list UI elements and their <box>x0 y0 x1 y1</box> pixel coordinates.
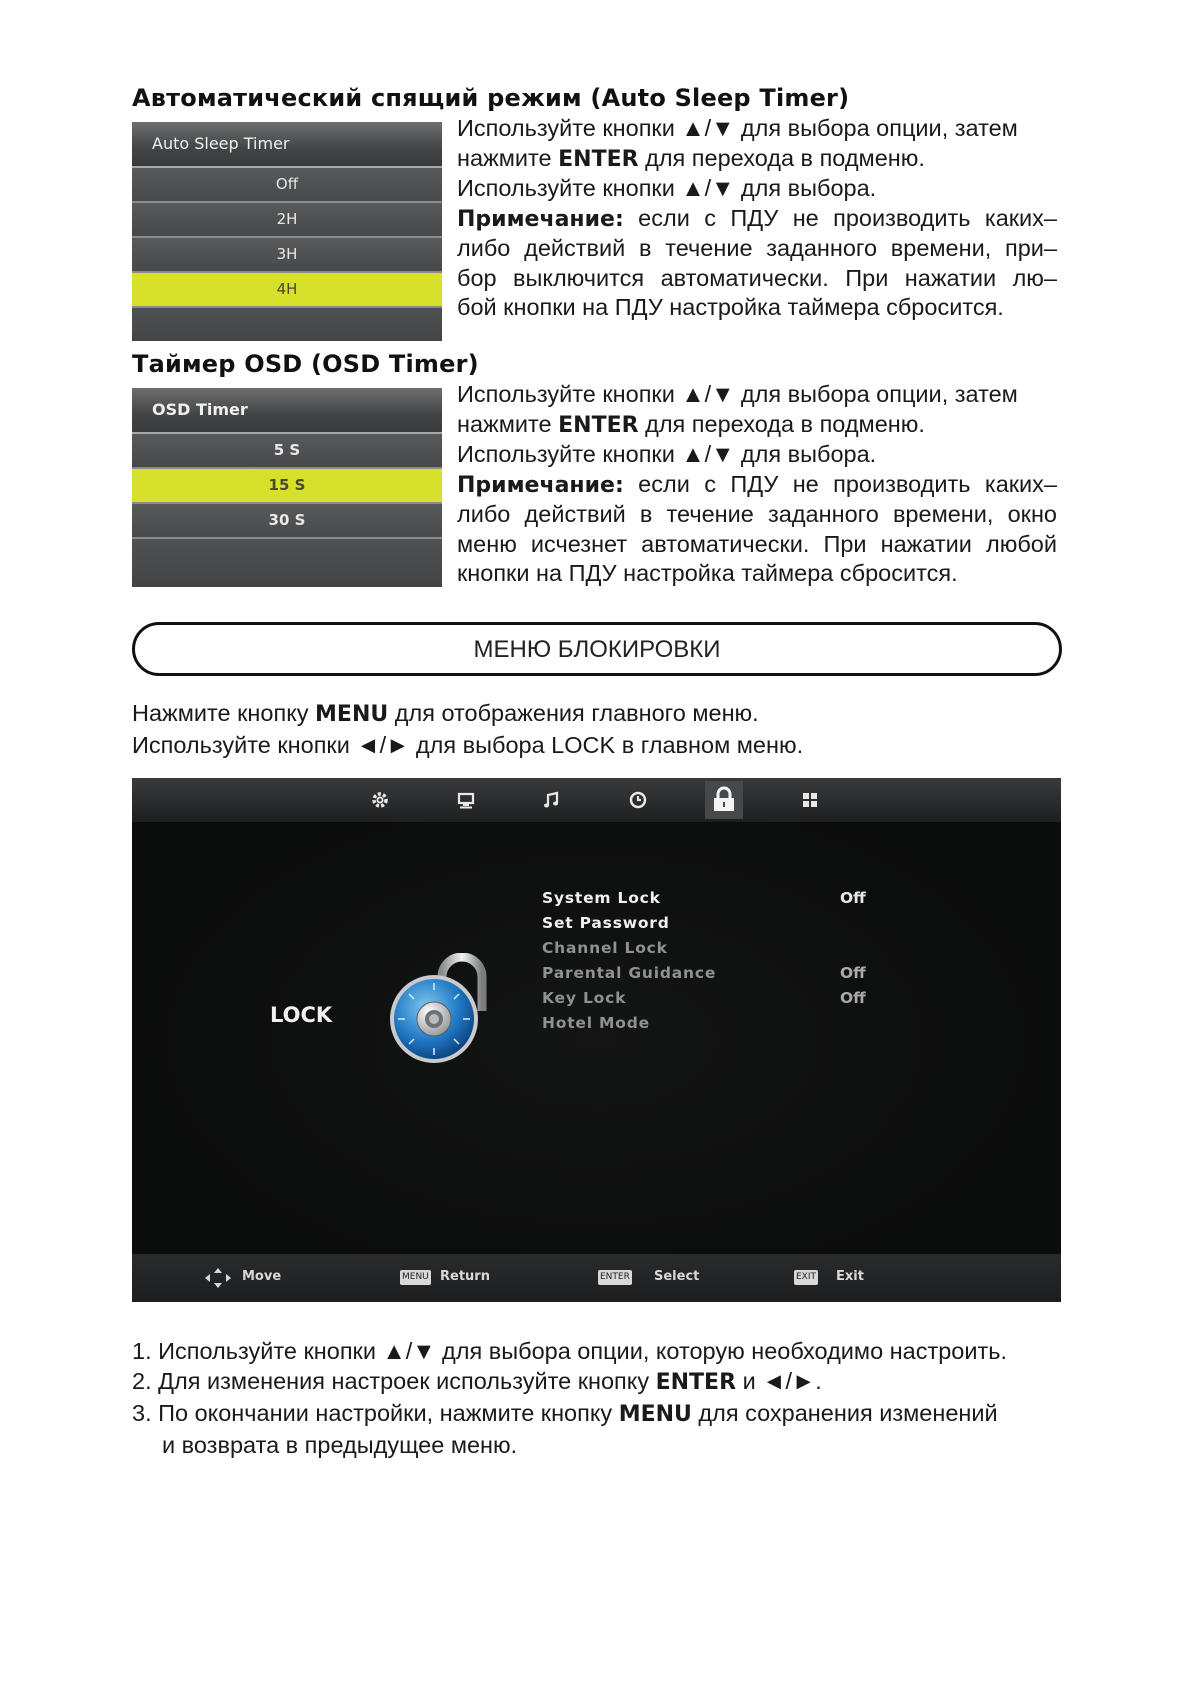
osd-option-5s[interactable]: 5 S <box>132 434 442 469</box>
sleep-option-2h[interactable]: 2H <box>132 203 442 238</box>
note-label: Примечание: <box>457 472 624 498</box>
hint-exit: Exit <box>836 1269 864 1284</box>
sleep-menu-footer <box>132 308 442 341</box>
osd-line-3: Используйте кнопки ▲/▼ для выбора. <box>457 441 877 467</box>
osd-timer-menu-title: OSD Timer <box>132 388 442 434</box>
menu-item-hotel-mode[interactable]: Hotel Mode <box>542 1014 650 1032</box>
osd-timer-description <box>457 380 1057 589</box>
step-2a: 2. Для изменения настроек используйте кнопку <box>132 1368 650 1394</box>
step-3b: для сохранения изменений <box>698 1400 998 1426</box>
osd-line-5: либо действий в течение заданного времени, окно <box>457 501 1057 527</box>
time-clock-icon[interactable] <box>624 787 652 813</box>
osd-line-2a: нажмите <box>457 410 552 437</box>
step-2b: и ◄/►. <box>742 1368 822 1394</box>
step-3 <box>132 1398 1007 1430</box>
menu-item-parental-guidance[interactable]: Parental Guidance <box>542 964 717 982</box>
menu-keyword: MENU <box>315 702 389 727</box>
step-3a: 3. По окончании настройки, нажмите кнопку <box>132 1400 613 1426</box>
move-arrows-icon <box>204 1267 232 1289</box>
menu-key-icon: MENU <box>400 1270 431 1285</box>
sleep-line-2 <box>457 144 1057 175</box>
lock-intro-line-1 <box>132 698 803 730</box>
sleep-line-3: Используйте кнопки ▲/▼ для выбора. <box>457 175 877 201</box>
menu-tab-bar <box>132 778 1061 822</box>
osd-line-4: если с ПДУ не производить каких– <box>638 470 1057 497</box>
osd-line-2b: для перехода в подменю. <box>645 410 925 437</box>
lock-padlock-icon[interactable] <box>710 784 738 814</box>
osd-note-line <box>457 470 1057 501</box>
osd-line-7: кнопки на ПДУ настройка таймера сбросится. <box>457 560 958 586</box>
system-lock-value: Off <box>840 889 866 907</box>
lock-steps <box>132 1336 1007 1460</box>
osd-timer-heading: Таймер OSD (OSD Timer) <box>132 350 479 378</box>
parental-guidance-value: Off <box>840 964 866 982</box>
sleep-line-7: бой кнопки на ПДУ настройка таймера сбросится. <box>457 294 1004 320</box>
sleep-timer-heading: Автоматический спящий режим (Auto Sleep Timer) <box>132 84 850 112</box>
lock-intro <box>132 698 803 760</box>
menu-item-system-lock[interactable]: System Lock <box>542 889 661 907</box>
enter-keyword: ENTER <box>558 412 639 438</box>
osd-menu-footer <box>132 539 442 587</box>
apps-grid-icon[interactable] <box>796 787 824 813</box>
osd-line-6: меню исчезнет автоматически. При нажатии любой <box>457 530 1057 557</box>
step-2 <box>132 1366 1007 1398</box>
sleep-note-line <box>457 204 1057 235</box>
menu-item-key-lock[interactable]: Key Lock <box>542 989 627 1007</box>
sleep-line-1: Используйте кнопки ▲/▼ для выбора опции, затем <box>457 115 1018 141</box>
enter-keyword: ENTER <box>655 1370 737 1395</box>
enter-keyword: ENTER <box>558 146 639 172</box>
picture-monitor-icon[interactable] <box>452 787 480 813</box>
lock-intro-1a: Нажмите кнопку <box>132 700 309 726</box>
sleep-line-5: либо действий в течение заданного времени, при– <box>457 235 1057 261</box>
hint-select: Select <box>654 1269 700 1284</box>
step-3-continued: и возврата в предыдущее меню. <box>162 1432 518 1458</box>
tv-lock-menu-screen <box>132 778 1061 1302</box>
hint-return: Return <box>440 1269 490 1284</box>
exit-key-icon: EXIT <box>794 1270 818 1285</box>
enter-key-icon: ENTER <box>598 1270 632 1285</box>
osd-option-15s[interactable]: 15 S <box>132 469 442 504</box>
step-1: 1. Используйте кнопки ▲/▼ для выбора опции, которую необходимо настроить. <box>132 1338 1008 1364</box>
menu-item-set-password[interactable]: Set Password <box>542 914 670 932</box>
lock-section-label: LOCK <box>270 1003 333 1027</box>
sleep-line-2a: нажмите <box>457 144 552 171</box>
sleep-timer-description <box>457 114 1057 323</box>
sound-note-icon[interactable] <box>538 787 566 813</box>
hint-bar <box>132 1254 1061 1302</box>
sleep-line-6: бор выключится автоматически. При нажатии лю– <box>457 264 1057 291</box>
menu-item-channel-lock[interactable]: Channel Lock <box>542 939 668 957</box>
sleep-line-4: если с ПДУ не производить каких– <box>638 204 1057 231</box>
sleep-option-3h[interactable]: 3H <box>132 238 442 273</box>
osd-line-1: Используйте кнопки ▲/▼ для выбора опции, затем <box>457 381 1018 407</box>
sleep-option-off[interactable]: Off <box>132 168 442 203</box>
key-lock-value: Off <box>840 989 866 1007</box>
combination-lock-illustration <box>390 953 488 1065</box>
lock-intro-line-2: Используйте кнопки ◄/► для выбора LOCK в главном меню. <box>132 732 804 758</box>
settings-gear-icon[interactable] <box>366 787 394 813</box>
menu-keyword: MENU <box>618 1402 692 1427</box>
lock-intro-1b: для отображения главного меню. <box>394 700 759 726</box>
osd-option-30s[interactable]: 30 S <box>132 504 442 539</box>
sleep-option-4h[interactable]: 4H <box>132 273 442 308</box>
sleep-timer-menu <box>132 122 442 334</box>
note-label: Примечание: <box>457 206 624 232</box>
osd-timer-menu <box>132 388 442 584</box>
sleep-line-2b: для перехода в подменю. <box>645 144 925 171</box>
lock-menu-banner: МЕНЮ БЛОКИРОВКИ <box>132 622 1062 676</box>
osd-line-2 <box>457 410 1057 441</box>
sleep-timer-menu-title: Auto Sleep Timer <box>132 122 442 168</box>
hint-move: Move <box>242 1269 282 1284</box>
